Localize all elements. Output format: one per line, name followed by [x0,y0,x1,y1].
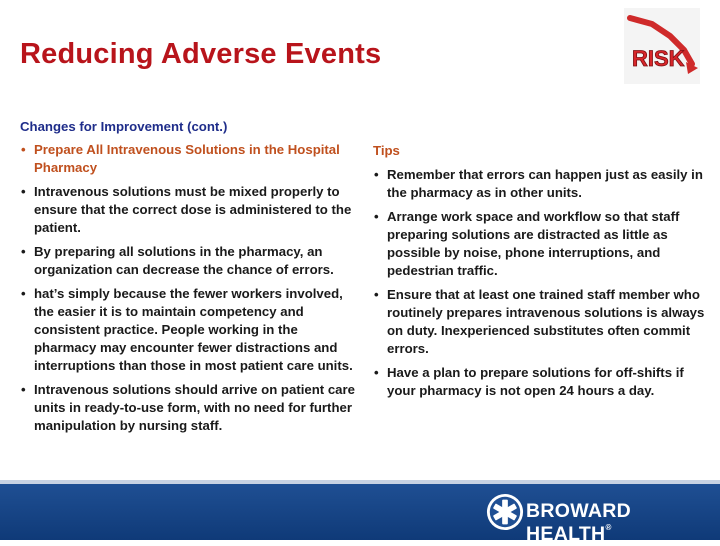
changes-subheading: Changes for Improvement (cont.) [20,119,228,134]
tips-bullet-list [373,166,708,400]
list-item: • Intravenous solutions must be mixed properly to ensure that the correct dose is administered to the patient. [21,184,352,235]
risk-logo-icon [624,8,700,84]
list-item: • Have a plan to prepare solutions for off-shifts if your pharmacy is not open 24 hours a day. [374,365,684,398]
list-item: • Intravenous solutions should arrive on patient care units in ready-to-use form, with no need for further manipulation by nursing staff. [21,382,355,433]
list-item: • By preparing all solutions in the pharmacy, an organization can decrease the chance of errors. [21,244,334,277]
right-column [373,142,708,406]
slide-title: Reducing Adverse Events [20,38,382,70]
list-item: • hat’s simply because the fewer workers involved, the easier it is to maintain competency and consistent practice. People working in the pharmacy may encounter fewer distractions and interruptions than those in most patient care units. [21,286,353,373]
list-item: • Ensure that at least one trained staff member who routinely prepares intravenous solutions is always on duty. Inexperienced substitutes often commit errors. [374,287,705,356]
list-item: • Prepare All Intravenous Solutions in the Hospital Pharmacy [21,142,340,175]
risk-logo-text: RISK [632,46,685,71]
list-item: • Arrange work space and workflow so that staff preparing solutions are distracted as little as possible by noise, phone interruptions, and pedestrian traffic. [374,209,680,278]
list-item: • Remember that errors can happen just as easily in the pharmacy as in other units. [374,167,703,200]
left-bullet-list [20,141,355,435]
tips-heading: Tips [373,143,400,158]
star-of-life-icon [486,493,524,531]
broward-health-brand: BROWARD HEALTH® [526,500,632,545]
left-column [20,118,355,441]
